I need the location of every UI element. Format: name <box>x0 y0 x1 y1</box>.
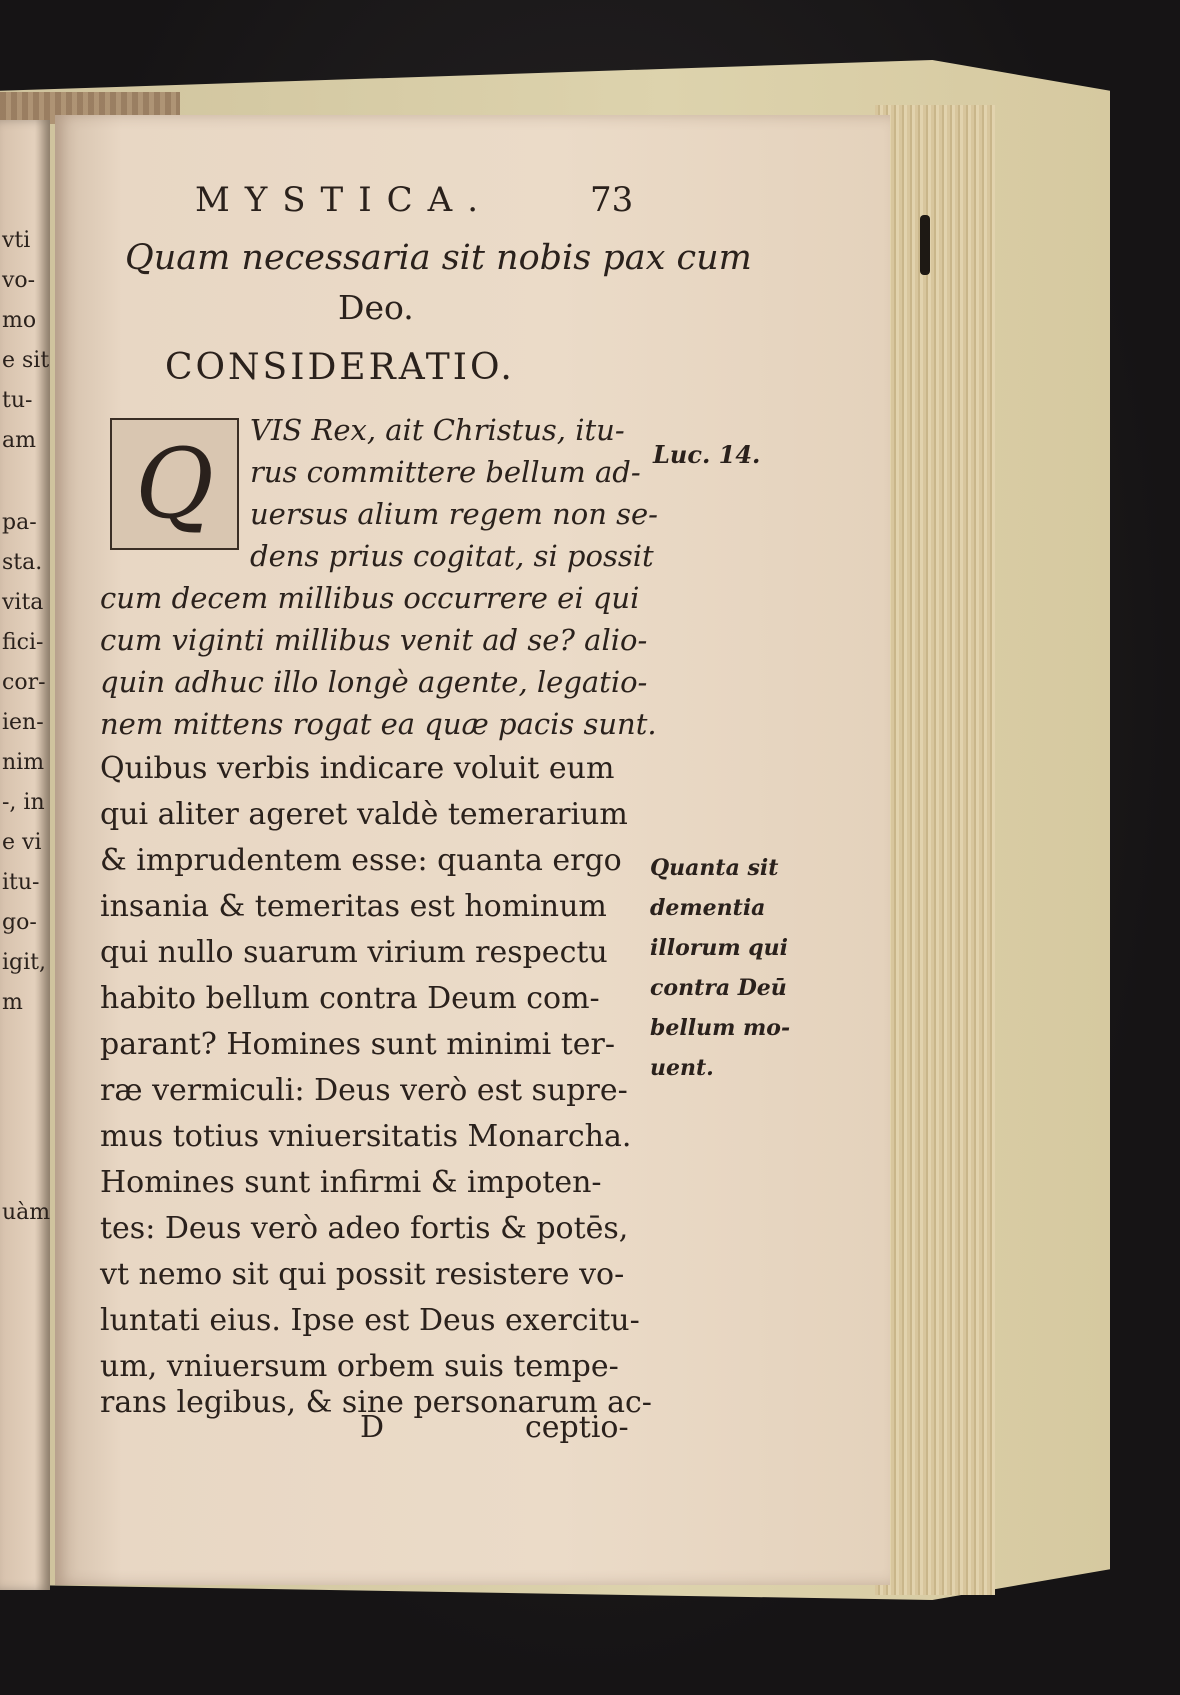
margin-note-line: illorum qui <box>650 935 789 961</box>
left-page <box>0 120 50 1590</box>
body-line: luntati eius. Ipse est Deus exercitu- <box>100 1303 640 1338</box>
left-page-fragment: -, in <box>2 790 45 815</box>
signature-mark: D <box>360 1410 385 1445</box>
left-page-fragment: itu- <box>2 870 40 895</box>
body-line: & imprudentem esse: quanta ergo <box>100 843 622 878</box>
section-heading: CONSIDERATIO. <box>165 347 515 388</box>
page-number: 73 <box>590 180 634 220</box>
running-head: MYSTICA. <box>195 180 494 220</box>
body-line: quin adhuc illo longè agente, legatio- <box>100 665 648 699</box>
drop-cap-letter: Q <box>135 428 214 540</box>
chapter-title-line-1: Quam necessaria sit nobis pax cum <box>125 238 752 278</box>
left-page-fragment: cor- <box>2 670 46 695</box>
body-line: rus committere bellum ad- <box>250 455 641 489</box>
ornamental-drop-cap <box>110 418 239 550</box>
body-line: mus totius vniuersitatis Monarcha. <box>100 1119 632 1154</box>
body-line: Quibus verbis indicare voluit eum <box>100 751 615 786</box>
body-line: nem mittens rogat ea quæ pacis sunt. <box>100 707 657 741</box>
left-page-fragment: vti <box>2 228 31 253</box>
left-page-fragment: fici- <box>2 630 44 655</box>
body-line: insania & temeritas est hominum <box>100 889 607 924</box>
body-line: tes: Deus verò adeo fortis & potēs, <box>100 1211 629 1246</box>
body-line: um, vniuersum orbem suis tempe- <box>100 1349 619 1384</box>
catchword: ceptio- <box>525 1410 629 1445</box>
page-edge-mark <box>920 215 930 275</box>
margin-note-line: contra Deū <box>650 975 787 1001</box>
body-line: VIS Rex, ait Christus, itu- <box>250 413 625 447</box>
body-line: qui nullo suarum virium respectu <box>100 935 608 970</box>
left-page-fragment: uàm <box>2 1200 51 1225</box>
body-line: habito bellum contra Deum com- <box>100 981 600 1016</box>
margin-note-line: dementia <box>650 895 766 921</box>
left-page-fragment: vo- <box>2 268 36 293</box>
body-line: cum viginti millibus venit ad se? alio- <box>100 623 648 657</box>
left-page-fragment: nim <box>2 750 45 775</box>
margin-reference: Luc. 14. <box>653 440 761 469</box>
left-page-fragment: sta. <box>2 550 43 575</box>
left-page-fragment: ien- <box>2 710 44 735</box>
body-line: vt nemo sit qui possit resistere vo- <box>100 1257 625 1292</box>
page-edges <box>875 105 995 1595</box>
body-line: parant? Homines sunt minimi ter- <box>100 1027 616 1062</box>
left-page-fragment: am <box>2 428 36 453</box>
body-line: qui aliter ageret valdè temerarium <box>100 797 628 832</box>
body-line: dens prius cogitat, si possit <box>250 539 654 573</box>
chapter-title-line-2: Deo. <box>338 288 414 327</box>
left-page-fragment: mo <box>2 308 37 333</box>
left-page-fragment: e sit <box>2 348 50 373</box>
left-page-fragment: vita <box>2 590 44 615</box>
body-line: rans legibus, & sine personarum ac- <box>100 1385 652 1420</box>
left-page-fragment: igit, <box>2 950 46 975</box>
margin-note-line: bellum mo- <box>650 1015 791 1041</box>
left-page-fragment: m <box>2 990 23 1015</box>
margin-note-line: Quanta sit <box>650 855 779 881</box>
body-line: uersus alium regem non se- <box>250 497 658 531</box>
left-page-fragment: e vi <box>2 830 42 855</box>
body-line: Homines sunt infirmi & impoten- <box>100 1165 602 1200</box>
left-page-fragment: tu- <box>2 388 33 413</box>
body-line: cum decem millibus occurrere ei qui <box>100 581 640 615</box>
margin-note-line: uent. <box>650 1055 714 1081</box>
body-line: ræ vermiculi: Deus verò est supre- <box>100 1073 628 1108</box>
left-page-fragment: go- <box>2 910 37 935</box>
left-page-fragment: pa- <box>2 510 37 535</box>
